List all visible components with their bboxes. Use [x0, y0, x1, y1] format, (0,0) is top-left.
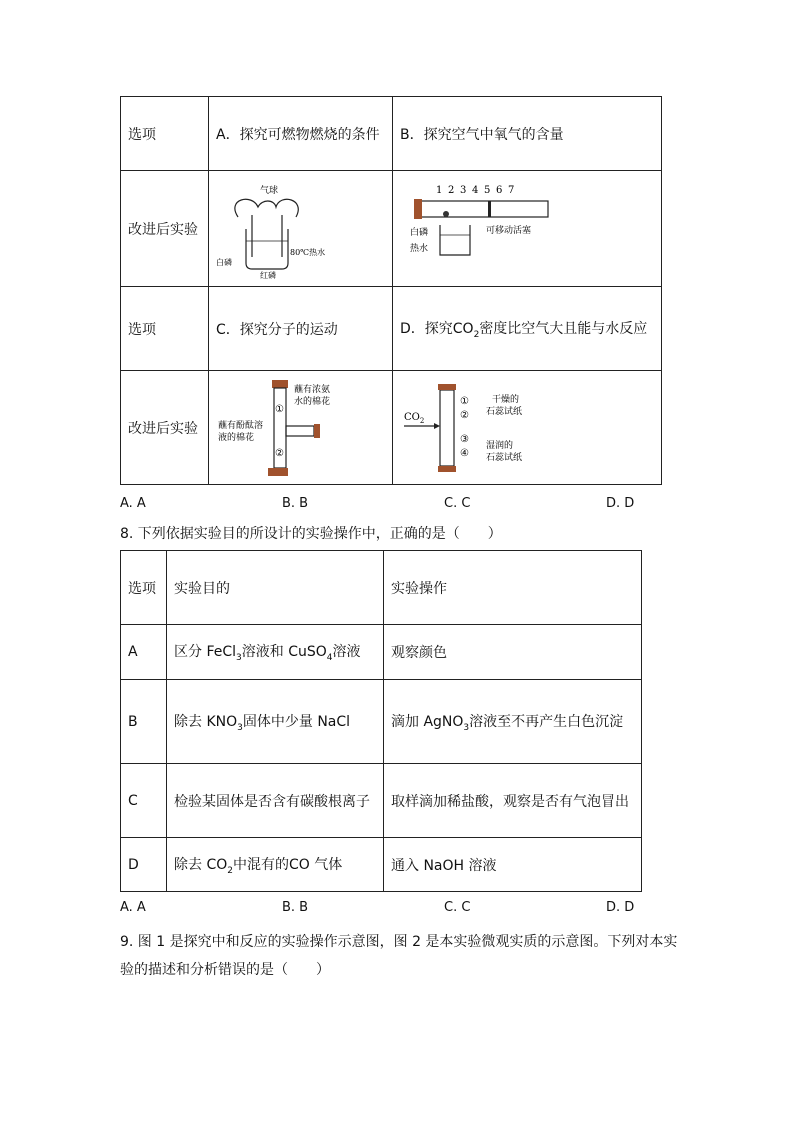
b-f1: KNO: [206, 713, 238, 730]
t2-row-c-purpose: 检验某固体是否含有碳酸根离子: [167, 764, 384, 838]
side-stopper: [314, 424, 320, 438]
fig-b-tick-5: 5: [484, 184, 491, 196]
fig-d-gas-label: [404, 412, 424, 425]
gas-tube: [440, 390, 454, 466]
fig-d-mark-2: ②: [460, 409, 469, 421]
fig-c-top-label-1: 蘸有浓氨: [294, 384, 331, 395]
t2-row-b-opt: B: [121, 680, 167, 764]
fig-d-mark-1: ①: [460, 395, 469, 407]
figure-c-molecules: [216, 376, 336, 480]
t2-row-b-operation: [384, 680, 642, 764]
fig-c-mark-2: ②: [275, 447, 284, 459]
fig-d-gas-sub: 2: [419, 416, 425, 425]
t2-row-c-opt: C: [121, 764, 167, 838]
t2-row-c-operation: 取样滴加稀盐酸，观察是否有气泡冒出: [384, 764, 642, 838]
t2-header-opt: 选项: [121, 551, 167, 625]
a-s2: 4: [326, 652, 333, 663]
t1-r3-label: 选项: [121, 287, 209, 371]
fig-b-hot-water-label: 热水: [410, 243, 429, 254]
d-p2: 中混有的CO 气体: [232, 856, 343, 873]
water-beaker: [440, 225, 470, 255]
t2-header-operation: 实验操作: [384, 551, 642, 625]
question-9: [120, 928, 680, 984]
t1-r4-label: 改进后实验: [121, 371, 209, 485]
figure-a-combustion: [216, 179, 336, 279]
fig-b-tick-1: 1: [436, 184, 443, 196]
b-os: 3: [463, 722, 470, 733]
side-tube: [286, 426, 314, 436]
tube-lines: [252, 215, 282, 257]
t2-row-d-operation: 通入 NaOH 溶液: [384, 838, 642, 892]
t2-row-b-purpose: [167, 680, 384, 764]
fig-b-tick-3: 3: [460, 184, 467, 196]
a-p2: 溶液和: [241, 644, 284, 661]
fig-a-white-p-label: 白磷: [216, 257, 232, 267]
fig-b-tick-4: 4: [472, 184, 479, 196]
figure-d-co2: [400, 376, 550, 480]
fig-d-wet-label-1: 湿润的: [486, 440, 514, 451]
t1-r2-label: 改进后实验: [121, 171, 209, 287]
t2-row-a-purpose: [167, 625, 384, 680]
bottom-stopper: [268, 468, 288, 476]
answer-2-c[interactable]: C. C: [444, 900, 471, 915]
fig-c-side-label-2: 液的棉花: [218, 432, 255, 443]
top-stopper: [272, 380, 288, 388]
t1-r1-label: 选项: [121, 97, 209, 171]
d-f1: CO: [206, 856, 228, 873]
b-o1: 滴加: [391, 713, 419, 730]
fig-a-water-label: 80℃热水: [290, 247, 326, 257]
t2-row-d-purpose: [167, 838, 384, 892]
answer-2-a[interactable]: A. A: [120, 900, 146, 915]
b-p2: 固体中少量 NaCl: [242, 713, 351, 730]
answer-2-d[interactable]: D. D: [606, 900, 635, 915]
experiment-table-2: [120, 550, 642, 892]
fig-a-balloon-label: 气球: [260, 185, 279, 196]
a-p3: 溶液: [332, 644, 361, 661]
answer-1-c[interactable]: C. C: [444, 496, 471, 511]
t1-option-c: C．探究分子的运动: [209, 287, 393, 371]
fig-b-white-p-label: 白磷: [410, 227, 429, 238]
a-s1: 3: [236, 652, 242, 663]
figure-c-cell: [209, 371, 393, 485]
fig-c-top-label-2: 水的棉花: [294, 396, 331, 407]
glass-tube: [418, 201, 548, 217]
answer-1-a[interactable]: A. A: [120, 496, 146, 511]
b-s1: 3: [237, 722, 243, 733]
answer-1-d[interactable]: D. D: [606, 496, 635, 511]
fig-d-mark-3: ③: [460, 433, 469, 445]
fig-a-red-p-label: 红磷: [260, 270, 276, 279]
fig-c-mark-1: ①: [275, 403, 284, 415]
a-f1: FeCl: [206, 644, 237, 661]
t1-option-a: A．探究可燃物燃烧的条件: [209, 97, 393, 171]
t2-row-d-opt: D: [121, 838, 167, 892]
fig-d-dry-label-2: 石蕊试纸: [486, 406, 523, 417]
answer-2-b[interactable]: B. B: [282, 900, 309, 915]
d-s1: 2: [227, 865, 233, 876]
figure-a-cell: [209, 171, 393, 287]
fig-b-tick-6: 6: [496, 184, 503, 196]
b-o2: 溶液至不再产生白色沉淀: [469, 713, 624, 730]
stopper: [414, 199, 422, 219]
question-9-line-1: 9. 图 1 是探究中和反应的实验操作示意图，图 2 是本实验微观实质的示意图。下列对本实: [120, 934, 678, 950]
question-8: 8. 下列依据实验目的所设计的实验操作中，正确的是（ ）: [120, 526, 502, 542]
b-p1: 除去: [174, 713, 202, 730]
figure-b-oxygen: [400, 179, 550, 279]
option-d-post: 密度比空气大且能与水反应: [479, 320, 648, 337]
b-of: AgNO: [423, 713, 464, 730]
fig-c-side-label-1: 蘸有酚酞溶: [218, 420, 264, 431]
white-p-dot: [443, 211, 449, 217]
t2-header-purpose: 实验目的: [167, 551, 384, 625]
a-f2: CuSO: [288, 644, 327, 661]
d-top-stopper: [438, 384, 456, 390]
fig-d-mark-4: ④: [460, 447, 469, 459]
t1-option-d: [393, 287, 662, 371]
t2-row-a-operation: 观察颜色: [384, 625, 642, 680]
option-d-pre: D．探究: [400, 320, 453, 337]
question-9-line-2: 验的描述和分析错误的是（ ）: [120, 962, 330, 978]
balloon-shape: [235, 199, 298, 217]
fig-b-tick-2: 2: [448, 184, 455, 196]
a-p1: 区分: [174, 644, 202, 661]
d-bottom-stopper: [438, 466, 456, 472]
figure-b-cell: [393, 171, 662, 287]
t1-option-b: B．探究空气中氧气的含量: [393, 97, 662, 171]
fig-d-dry-label-1: 干燥的: [492, 394, 520, 405]
d-p1: 除去: [174, 856, 202, 873]
fig-b-piston-label: 可移动活塞: [486, 225, 532, 236]
fig-d-wet-label-2: 石蕊试纸: [486, 452, 523, 463]
piston: [488, 201, 491, 217]
figure-d-cell: [393, 371, 662, 485]
option-d-sub: 2: [473, 329, 480, 340]
fig-b-tick-7: 7: [508, 184, 515, 196]
fig-d-gas: CO: [404, 411, 420, 423]
gas-arrowhead: [434, 423, 440, 429]
option-d-formula: CO: [452, 320, 474, 337]
experiment-table-1: [120, 96, 662, 485]
answer-1-b[interactable]: B. B: [282, 496, 309, 511]
t2-row-a-opt: A: [121, 625, 167, 680]
